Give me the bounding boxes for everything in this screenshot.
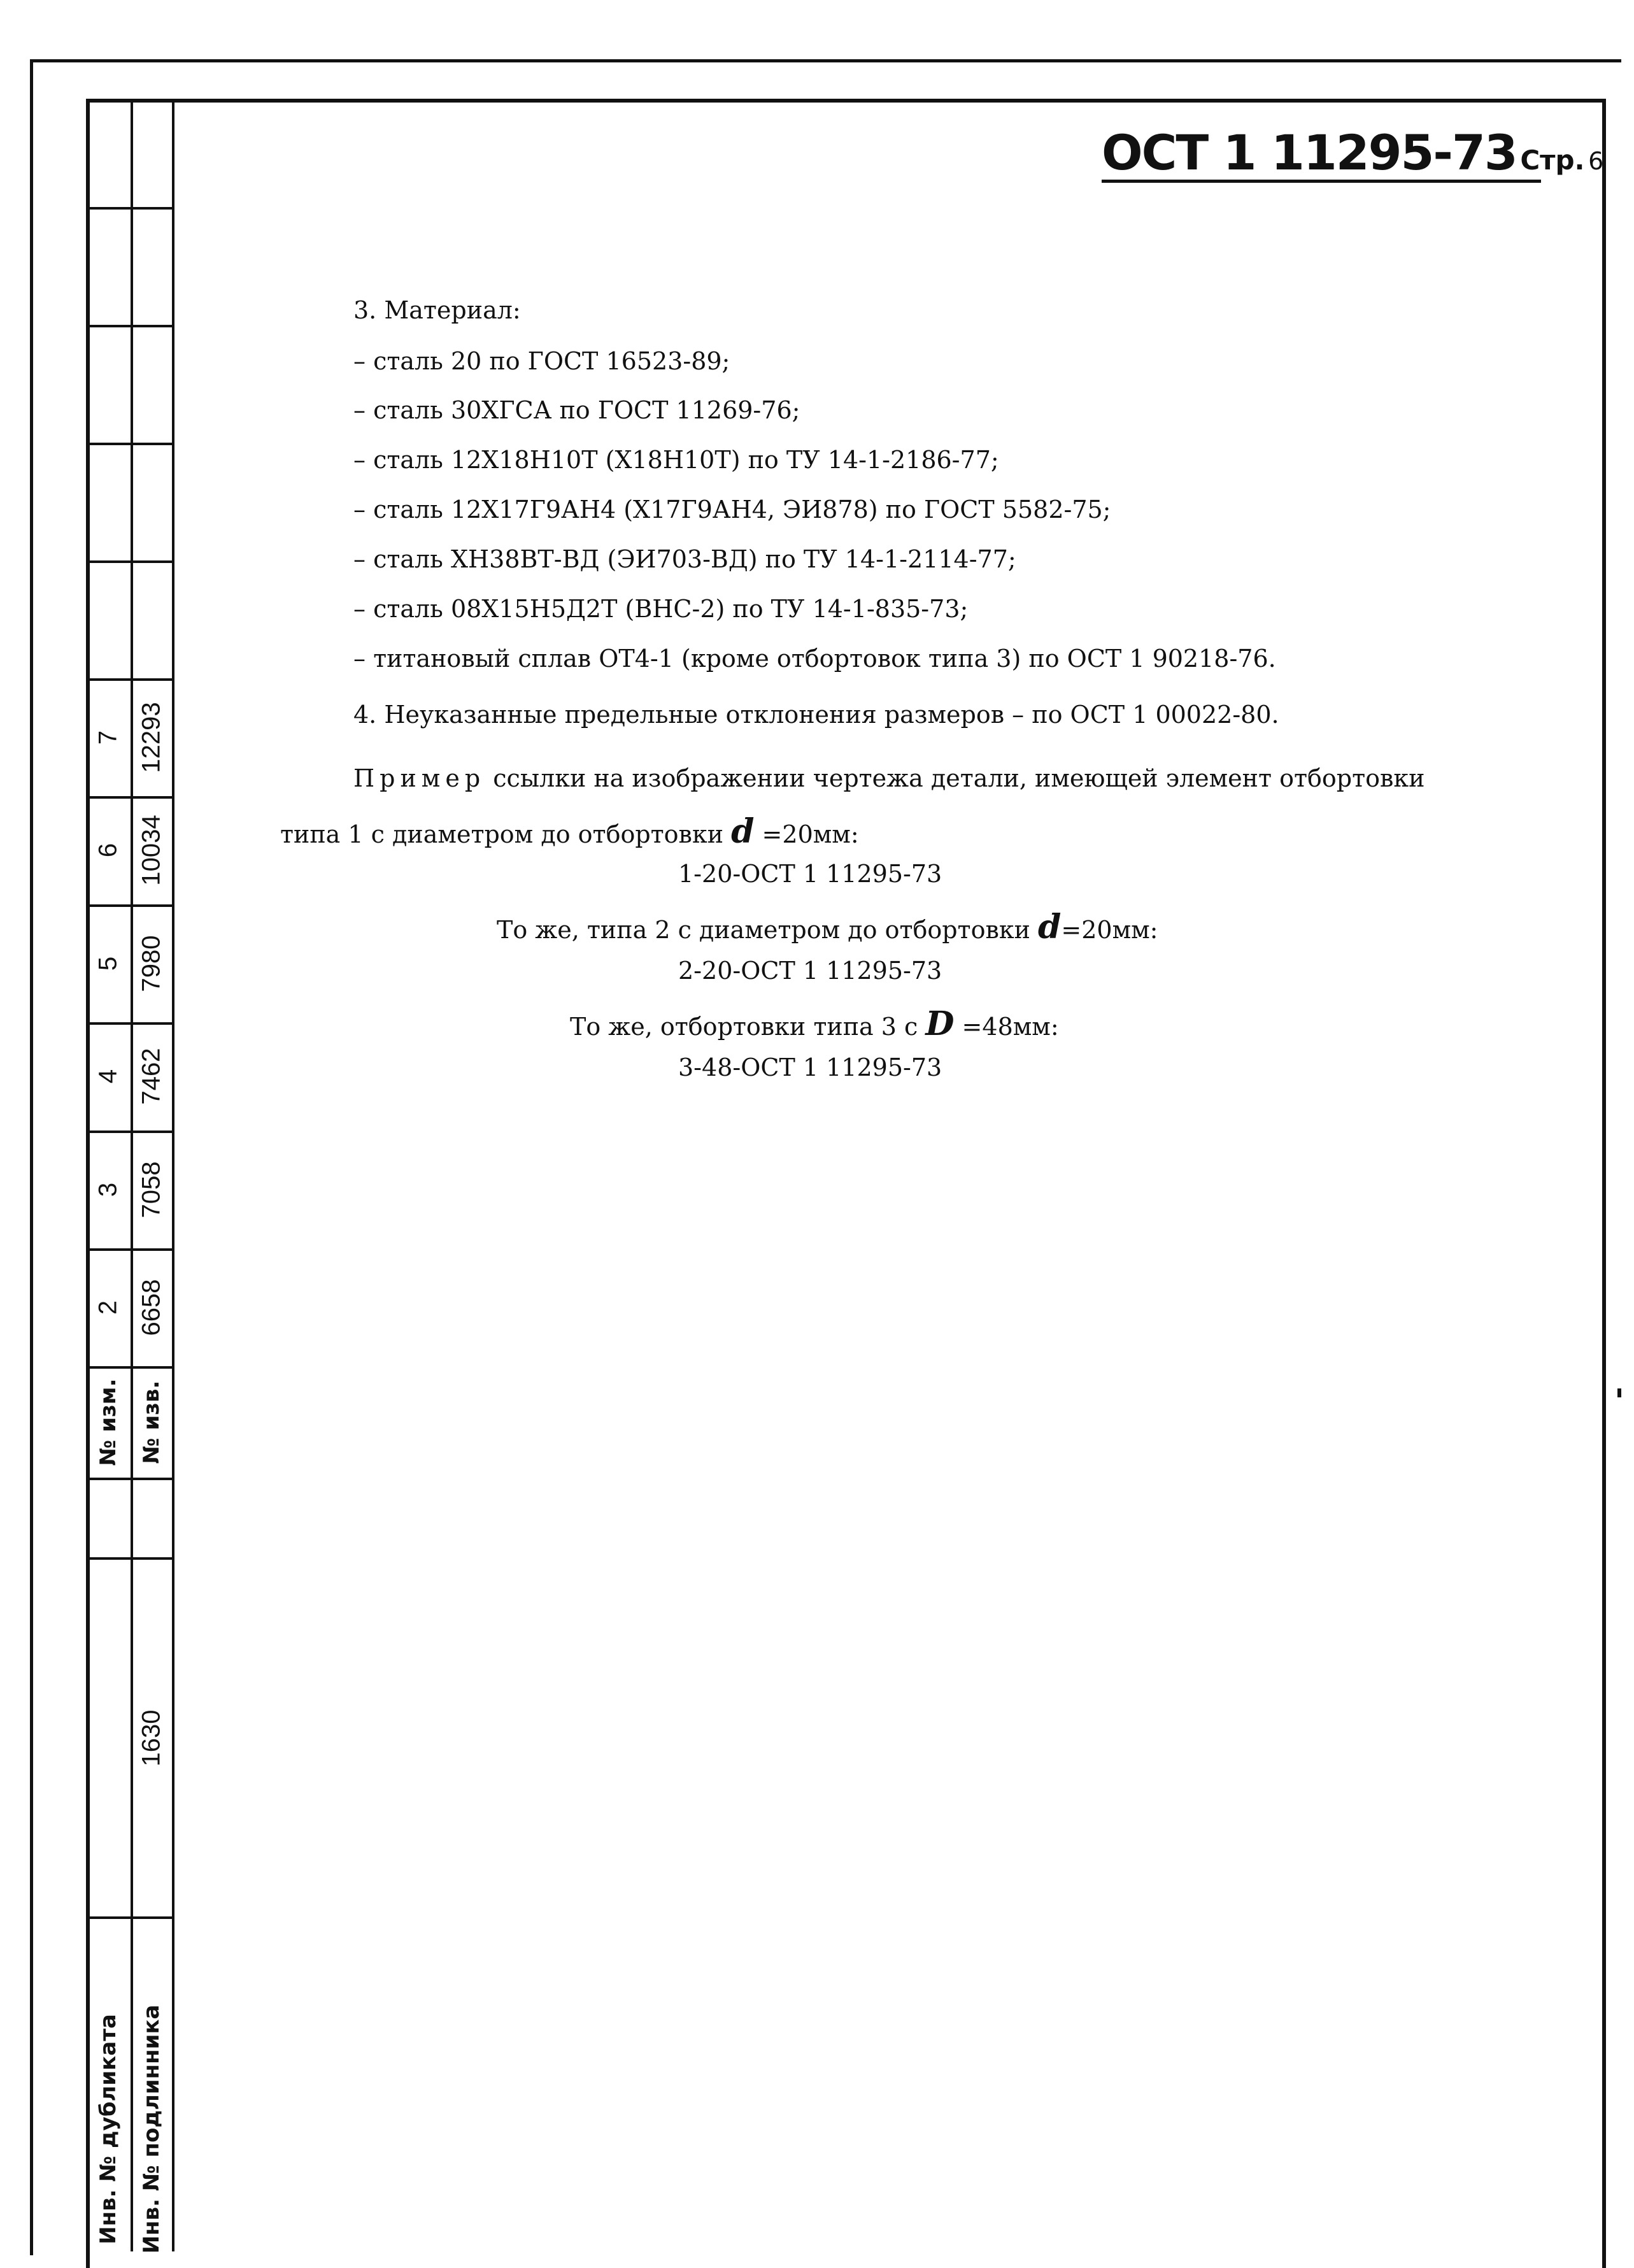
inventory-cell bbox=[131, 1557, 172, 1919]
page-number: 6 bbox=[1588, 147, 1604, 175]
scan-mark bbox=[1617, 1388, 1621, 1397]
example-text: типа 1 с диаметром до отбортовки bbox=[280, 820, 732, 848]
example-line-4 bbox=[497, 908, 1158, 946]
page-label: Стр. bbox=[1520, 145, 1585, 176]
material-item: – сталь 08Х15Н5Д2Т (ВНС-2) по ТУ 14-1-835-73; bbox=[353, 595, 969, 623]
material-item: – сталь 12Х17Г9АН4 (Х17Г9АН4, ЭИ878) по ГОСТ 5582-75; bbox=[353, 496, 1111, 524]
revision-number: 5 bbox=[94, 956, 122, 971]
example-intro-rest: ссылки на изображении чертежа детали, имеющей элемент отбортовки bbox=[485, 764, 1425, 792]
revision-cell bbox=[86, 99, 131, 210]
standard-code: ОСТ 1 11295-73 bbox=[1102, 124, 1517, 181]
notice-number: 10034 bbox=[137, 815, 165, 886]
revision-cell bbox=[131, 1022, 172, 1133]
revision-column-izv bbox=[131, 99, 174, 2254]
header-underline bbox=[1102, 180, 1541, 183]
revision-cell bbox=[86, 443, 131, 563]
revision-cell bbox=[131, 904, 172, 1025]
revision-cell bbox=[131, 443, 172, 563]
revision-cell bbox=[131, 796, 172, 907]
example-intro-spaced: Пример bbox=[353, 764, 486, 792]
material-item: – сталь 20 по ГОСТ 16523-89; bbox=[353, 347, 730, 375]
revision-cell bbox=[86, 1248, 131, 1369]
revision-cell bbox=[131, 99, 172, 210]
notice-number: 7980 bbox=[137, 935, 165, 992]
revision-cell bbox=[86, 325, 131, 445]
inventory-cell bbox=[86, 1914, 131, 2245]
revision-cell bbox=[86, 1022, 131, 1133]
revision-cell bbox=[86, 904, 131, 1025]
revision-cell bbox=[86, 678, 131, 799]
example-text: =20мм: bbox=[754, 820, 859, 848]
izm-label: № изм. bbox=[96, 1378, 121, 1466]
section-3-title: 3. Материал: bbox=[353, 296, 521, 324]
material-item: – сталь 12Х18Н10Т (Х18Н10Т) по ТУ 14-1-2186-77; bbox=[353, 446, 999, 474]
example-intro bbox=[353, 764, 1424, 792]
revision-number: 3 bbox=[94, 1182, 122, 1197]
notice-number: 6658 bbox=[137, 1279, 165, 1336]
revision-cell bbox=[131, 1130, 172, 1251]
outer-diameter-symbol: D bbox=[925, 1004, 955, 1043]
revision-number: 2 bbox=[94, 1300, 122, 1315]
example-line-6 bbox=[570, 1004, 1059, 1043]
inv-original-label: Инв. № подлинника bbox=[138, 2004, 164, 2254]
example-reference-2: 2-20-ОСТ 1 11295-73 bbox=[678, 957, 942, 985]
revision-cell bbox=[86, 796, 131, 907]
example-reference-3: 3-48-ОСТ 1 11295-73 bbox=[678, 1053, 942, 1081]
revision-number: 6 bbox=[94, 843, 122, 858]
revision-cell bbox=[131, 325, 172, 445]
document-header bbox=[1102, 124, 1603, 181]
diameter-symbol: d bbox=[731, 812, 755, 851]
revision-number: 7 bbox=[94, 730, 122, 745]
example-text: =20мм: bbox=[1061, 916, 1158, 944]
example-text: То же, отбортовки типа 3 с bbox=[570, 1013, 926, 1041]
material-item: – титановый сплав ОТ4-1 (кроме отбортовок типа 3) по ОСТ 1 90218-76. bbox=[353, 645, 1276, 673]
revision-margin-table bbox=[86, 99, 172, 2254]
revision-column-izm bbox=[86, 99, 133, 2251]
notice-number: 7058 bbox=[137, 1161, 165, 1218]
revision-cell bbox=[131, 678, 172, 799]
revision-cell bbox=[86, 560, 131, 681]
inventory-cell bbox=[131, 1914, 172, 2254]
notice-number: 7462 bbox=[137, 1048, 165, 1105]
revision-cell bbox=[131, 1248, 172, 1369]
izv-label: № изв. bbox=[138, 1380, 164, 1464]
inventory-cell bbox=[86, 1557, 131, 1919]
inv-original-number: 1630 bbox=[137, 1709, 165, 1767]
example-line-2 bbox=[280, 812, 859, 851]
example-text: То же, типа 2 с диаметром до отбортовки bbox=[497, 916, 1039, 944]
example-text: =48мм: bbox=[954, 1013, 1059, 1041]
revision-cell bbox=[86, 207, 131, 327]
revision-cell bbox=[86, 1130, 131, 1251]
inv-duplicate-label: Инв. № дубликата bbox=[96, 2014, 121, 2244]
revision-number: 4 bbox=[94, 1069, 122, 1084]
section-4-text: 4. Неуказанные предельные отклонения размеров – по ОСТ 1 00022-80. bbox=[353, 701, 1279, 729]
diameter-symbol: d bbox=[1038, 908, 1062, 946]
content-frame bbox=[86, 99, 1606, 2268]
material-item: – сталь 30ХГСА по ГОСТ 11269-76; bbox=[353, 396, 800, 424]
revision-cell bbox=[86, 1366, 131, 1480]
example-reference-1: 1-20-ОСТ 1 11295-73 bbox=[678, 860, 942, 888]
revision-cell bbox=[131, 1366, 172, 1480]
revision-cell bbox=[131, 207, 172, 327]
notice-number: 12293 bbox=[137, 701, 165, 773]
material-item: – сталь ХН38ВТ-ВД (ЭИ703-ВД) по ТУ 14-1-2114-77; bbox=[353, 545, 1016, 573]
revision-cell bbox=[131, 560, 172, 681]
